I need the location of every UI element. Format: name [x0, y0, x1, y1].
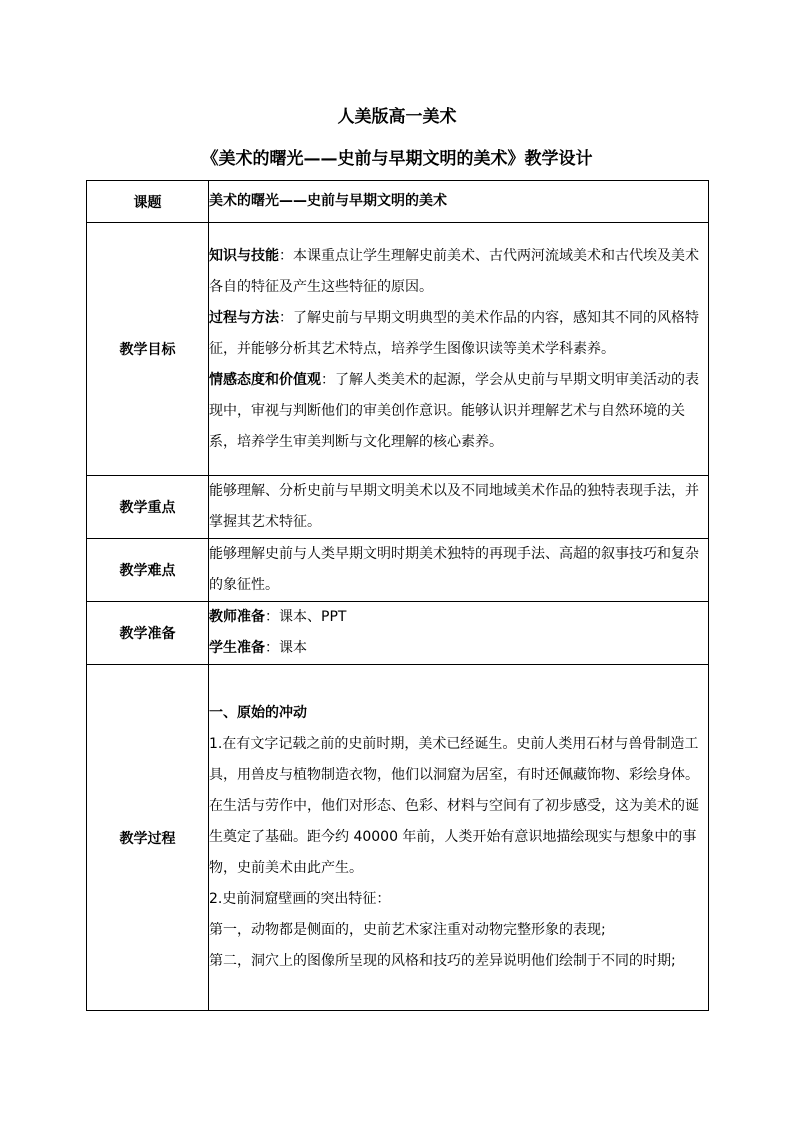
- emotion-text: ：了解人类美术的起源，学会从史前与早期文明审美活动的表现中，审视与判断他们的审美创作意识。能够认识并理解艺术与自然环境的关系，培养学生审美判断与文化理解的核心素养。: [209, 371, 699, 450]
- table-row-difficulties: [87, 539, 709, 602]
- process-paragraph-4: 第二，洞穴上的图像所呈现的风格和技巧的差异说明他们绘制于不同的时期;: [209, 953, 676, 969]
- difficulties-text: 能够理解史前与人类早期文明时期美术独特的再现手法、高超的叙事技巧和复杂的象征性。: [209, 539, 709, 602]
- key-points-text: 能够理解、分析史前与早期文明美术以及不同地域美术作品的独特表现手法，并掌握其艺术特征。: [209, 476, 709, 539]
- preparation-label: 教学准备: [87, 602, 209, 665]
- process-heading: 过程与方法: [209, 309, 279, 326]
- topic-label: 课题: [87, 181, 209, 223]
- process-paragraph: [209, 303, 708, 365]
- table-row-key-points: [87, 476, 709, 539]
- knowledge-text: ：本课重点让学生理解史前美术、古代两河流域美术和古代埃及美术各自的特征及产生这些特征的原因。: [209, 247, 699, 295]
- teacher-prep-heading: 教师准备: [209, 609, 265, 625]
- teacher-prep: [209, 602, 708, 633]
- student-prep: [209, 633, 708, 664]
- emotion-paragraph: [209, 365, 708, 458]
- lesson-plan-table: [86, 180, 709, 1011]
- emotion-heading: 情感态度和价值观: [209, 371, 321, 388]
- process-label: 教学过程: [87, 665, 209, 1011]
- difficulties-label: 教学难点: [87, 539, 209, 602]
- process-content: [209, 665, 709, 1011]
- knowledge-heading: 知识与技能: [209, 247, 279, 264]
- topic-value: 美术的曙光——史前与早期文明的美术: [209, 181, 709, 223]
- process-section-title: 一、原始的冲动: [209, 705, 307, 721]
- table-row-topic: [87, 181, 709, 223]
- document-subtitle: 《美术的曙光——史前与早期文明的美术》教学设计: [201, 149, 593, 169]
- student-prep-heading: 学生准备: [209, 640, 265, 656]
- key-points-label: 教学重点: [87, 476, 209, 539]
- table-row-process: [87, 665, 709, 1011]
- knowledge-paragraph: [209, 241, 708, 303]
- teacher-prep-text: ：课本、PPT: [265, 609, 347, 625]
- process-paragraph-1: 1.在有文字记载之前的史前时期，美术已经诞生。史前人类用石材与兽骨制造工具，用兽皮与植物制造衣物，他们以洞窟为居室，有时还佩藏饰物、彩绘身体。在生活与劳作中，他们对形态、色彩、材料与空间有了初步感受，这为美术的诞生奠定了基础。距今约 40000 年前，人类开始有意识地描绘现实与想象中的事物，史前美术由此产生。: [209, 736, 699, 876]
- objectives-label: 教学目标: [87, 223, 209, 476]
- student-prep-text: ：课本: [265, 640, 307, 656]
- table-row-objectives: [87, 223, 709, 476]
- table-row-preparation: [87, 602, 709, 665]
- process-paragraph-3: 第一，动物都是侧面的，史前艺术家注重对动物完整形象的表现;: [209, 922, 606, 938]
- preparation-content: [209, 602, 709, 665]
- document-title: 人美版高一美术: [337, 107, 457, 127]
- objectives-content: [209, 223, 709, 476]
- process-paragraph-2: 2.史前洞窟壁画的突出特征：: [209, 891, 391, 907]
- process-text: ：了解史前与早期文明典型的美术作品的内容，感知其不同的风格特征，并能够分析其艺术特点，培养学生图像识读等美术学科素养。: [209, 309, 699, 357]
